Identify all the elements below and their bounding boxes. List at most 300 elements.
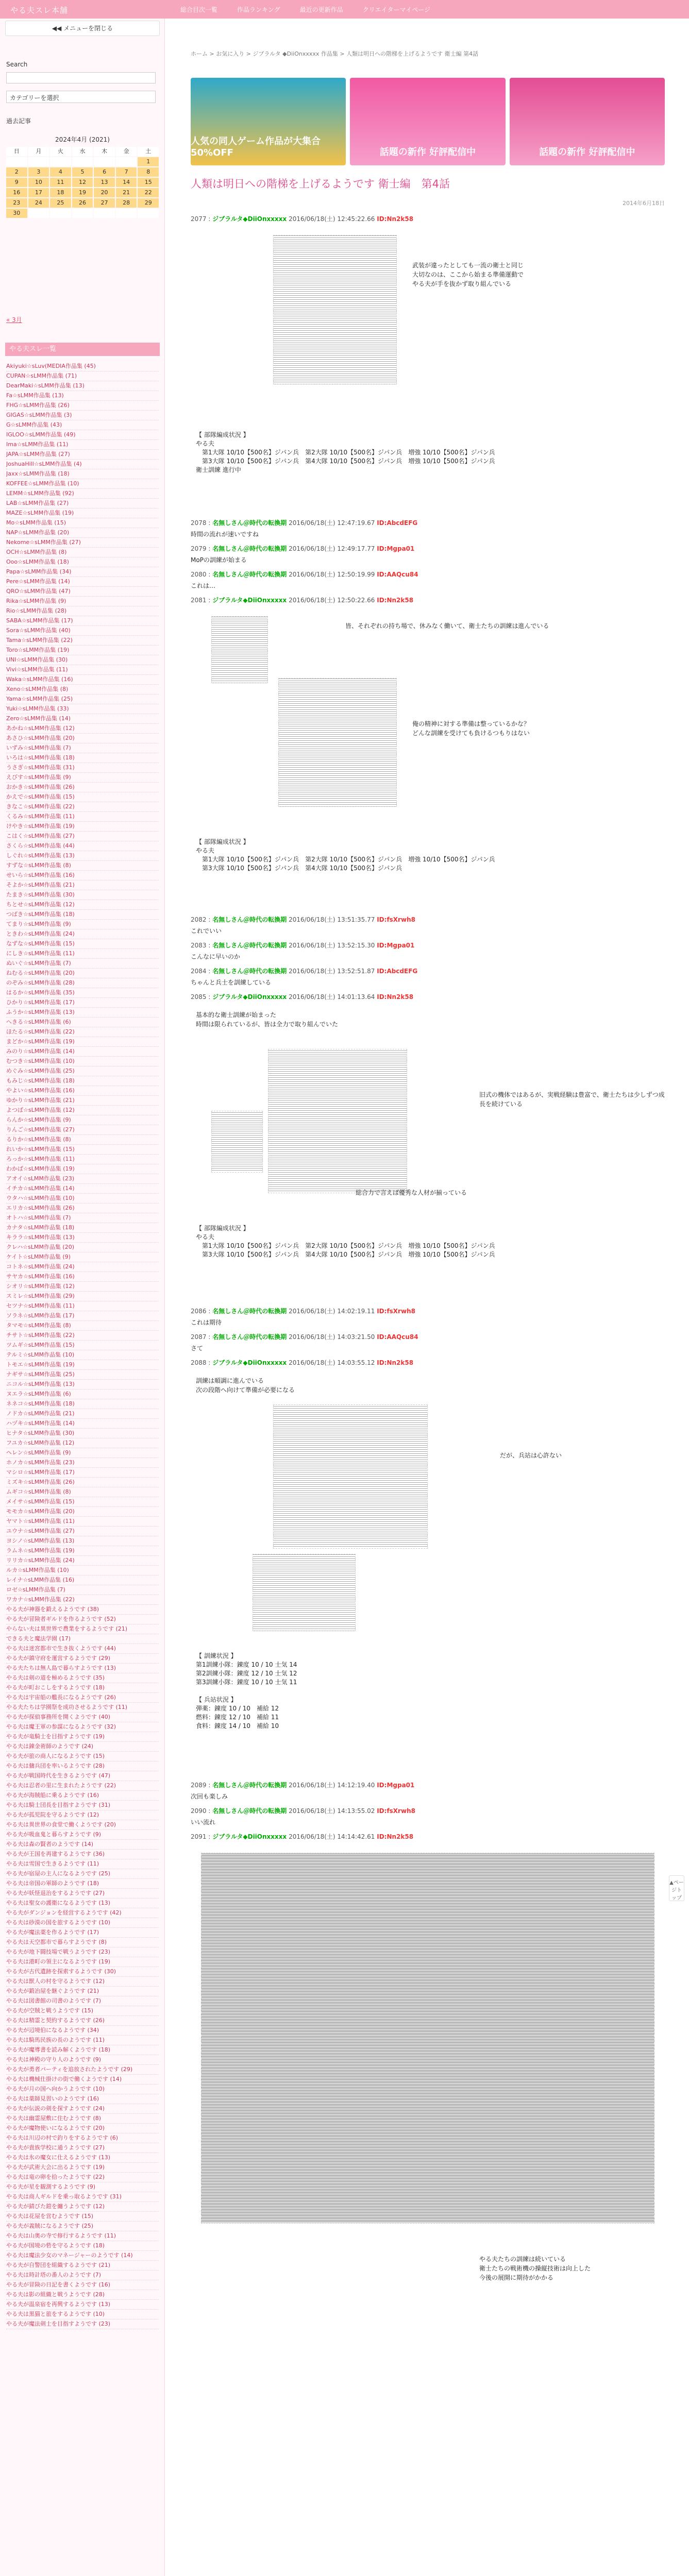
- series-list-item[interactable]: やる夫は氷の魔女に仕えるようです (13): [6, 2153, 159, 2163]
- series-list-item[interactable]: Tama☆sLMM作品集 (22): [6, 636, 159, 646]
- series-list-item[interactable]: へきる☆sLMM作品集 (6): [6, 1018, 159, 1027]
- series-list-item[interactable]: Nekome☆sLMM作品集 (27): [6, 538, 159, 548]
- series-list-item[interactable]: チサト☆sLMM作品集 (22): [6, 1331, 159, 1341]
- ascii-art: [201, 1853, 654, 2224]
- calendar-day[interactable]: 24: [28, 198, 49, 208]
- series-list-item[interactable]: やる夫が自警団を組織するようです (21): [6, 2261, 159, 2270]
- series-list-item[interactable]: やる夫が冒険者ギルドを作るようです (52): [6, 1615, 159, 1624]
- series-list-item[interactable]: ロゼ☆sLMM作品集 (7): [6, 1585, 159, 1595]
- series-list-item[interactable]: やる夫が魔法剣士を目指すようです (23): [6, 2319, 159, 2329]
- series-list-item[interactable]: Rio☆sLMM作品集 (28): [6, 606, 159, 616]
- series-list-item[interactable]: Ooo☆sLMM作品集 (18): [6, 557, 159, 567]
- series-list-item[interactable]: Fa☆sLMM作品集 (13): [6, 391, 159, 401]
- series-list-item[interactable]: Mo☆sLMM作品集 (15): [6, 518, 159, 528]
- calendar-day[interactable]: 8: [138, 167, 159, 177]
- series-list-item[interactable]: ヤマト☆sLMM作品集 (11): [6, 1517, 159, 1527]
- series-list-item[interactable]: Yama☆sLMM作品集 (25): [6, 694, 159, 704]
- series-list-item[interactable]: やる夫が鎮守府を運営するようです (29): [6, 1654, 159, 1664]
- series-list-item[interactable]: やる夫は騎馬民族の長のようです (11): [6, 2036, 159, 2045]
- series-list-item[interactable]: ときわ☆sLMM作品集 (24): [6, 929, 159, 939]
- series-list-item[interactable]: やる夫が町おこしをするようです (18): [6, 1683, 159, 1693]
- series-list-item[interactable]: あさひ☆sLMM作品集 (20): [6, 734, 159, 743]
- calendar-day[interactable]: 5: [72, 167, 93, 177]
- series-list-item[interactable]: オトハ☆sLMM作品集 (7): [6, 1213, 159, 1223]
- post: 2081 : ジブラルタ◆DiiOnxxxxx 2016/06/18(土) 12:50:22.66 ID:Nn2k58: [191, 597, 414, 604]
- series-list-item[interactable]: メイサ☆sLMM作品集 (15): [6, 1497, 159, 1507]
- series-list-title: やる夫スレ一覧: [5, 343, 160, 356]
- series-list-item[interactable]: マシロ☆sLMM作品集 (17): [6, 1468, 159, 1478]
- series-list-item[interactable]: ふうか☆sLMM作品集 (13): [6, 1008, 159, 1018]
- series-list-item[interactable]: Rika☆sLMM作品集 (9): [6, 597, 159, 606]
- series-list-item[interactable]: やる夫は商人ギルドを乗っ取るようです (31): [6, 2192, 159, 2202]
- series-list-item[interactable]: やる夫は異世界の食堂で働くようです (20): [6, 1820, 159, 1830]
- post: 2080 : 名無しさん＠時代の転換期 2016/06/18(土) 12:50:19.99 ID:AAQcu84 これは…: [191, 571, 418, 589]
- series-list-item[interactable]: やる夫が竜騎士を目指すようです (19): [6, 1732, 159, 1742]
- series-list-item[interactable]: わかば☆sLMM作品集 (19): [6, 1164, 159, 1174]
- close-menu-button[interactable]: ◀◀ メニューを閉じる: [5, 21, 160, 36]
- search-label: Search: [6, 61, 28, 68]
- calendar-day: [94, 209, 115, 218]
- series-list-item[interactable]: トモエ☆sLMM作品集 (19): [6, 1360, 159, 1370]
- series-list-item[interactable]: エリカ☆sLMM作品集 (26): [6, 1204, 159, 1213]
- search-input[interactable]: [6, 72, 156, 83]
- series-list-item[interactable]: やる夫は神殿の守り人のようです (9): [6, 2055, 159, 2065]
- narration-text: やる夫たちの訓練は続いている 衛士たちの戦術機の操縦技術は向上した 今後の展開に期待がかかる: [479, 2256, 591, 2281]
- calendar-day: 日: [6, 147, 27, 156]
- calendar-day: [116, 157, 137, 166]
- series-list-item[interactable]: やる夫は聖女の護衛になるようです (13): [6, 1899, 159, 1908]
- series-list-item[interactable]: やる夫は錬金術師のようです (24): [6, 1742, 159, 1752]
- series-list-item[interactable]: コトネ☆sLMM作品集 (24): [6, 1262, 159, 1272]
- series-list-item[interactable]: むつき☆sLMM作品集 (10): [6, 1057, 159, 1066]
- post: 2087 : 名無しさん＠時代の転換期 2016/06/18(土) 14:03:21.50 ID:AAQcu84 さて: [191, 1333, 418, 1352]
- series-list-item[interactable]: やる夫が王国を再建するようです (36): [6, 1850, 159, 1859]
- series-list-item[interactable]: DearMaki☆sLMM作品集 (13): [6, 381, 159, 391]
- calendar-day[interactable]: 28: [116, 198, 137, 208]
- series-list-item[interactable]: いろは☆sLMM作品集 (18): [6, 753, 159, 763]
- calendar-day[interactable]: 20: [94, 188, 115, 197]
- series-list-item[interactable]: やる夫が戦国時代を生きるようです (47): [6, 1771, 159, 1781]
- series-list-item[interactable]: やる夫は宇宙船の艦長になるようです (26): [6, 1693, 159, 1703]
- series-list-item[interactable]: やる夫が孤児院を守るようです (12): [6, 1810, 159, 1820]
- series-list-item[interactable]: やる夫は傭兵団を率いるようです (28): [6, 1761, 159, 1771]
- series-list-item[interactable]: Waka☆sLMM作品集 (16): [6, 675, 159, 685]
- series-list-item[interactable]: できる夫と魔法学園 (17): [6, 1634, 159, 1644]
- series-list-item[interactable]: やる夫たちは学園祭を成功させるようです (11): [6, 1703, 159, 1713]
- series-list-item[interactable]: きなこ☆sLMM作品集 (22): [6, 802, 159, 812]
- series-list-item[interactable]: やる夫は騎士団長を目指すようです (31): [6, 1801, 159, 1810]
- calendar-day: 金: [116, 147, 137, 156]
- calendar-day: 水: [72, 147, 93, 156]
- series-list-item[interactable]: ネネコ☆sLMM作品集 (18): [6, 1399, 159, 1409]
- calendar-day[interactable]: 17: [28, 188, 49, 197]
- series-list-item[interactable]: やる夫が魔法薬を作るようです (17): [6, 1928, 159, 1938]
- series-list-item[interactable]: やる夫は剣の道を極めるようです (35): [6, 1673, 159, 1683]
- series-list-item[interactable]: やる夫は獣人の村を守るようです (12): [6, 1977, 159, 1987]
- series-list-item[interactable]: やる夫が温泉宿を再興するようです (13): [6, 2300, 159, 2310]
- series-list-item[interactable]: めぐみ☆sLMM作品集 (25): [6, 1066, 159, 1076]
- series-list-item[interactable]: やらない夫は異世界で農業をするようです (21): [6, 1624, 159, 1634]
- calendar-day[interactable]: 25: [50, 198, 71, 208]
- series-list-item[interactable]: やる夫は魔法少女のマネージャーのようです (14): [6, 2251, 159, 2261]
- series-list-item[interactable]: レイナ☆sLMM作品集 (16): [6, 1575, 159, 1585]
- series-list-item[interactable]: Yuki☆sLMM作品集 (33): [6, 704, 159, 714]
- series-list-item[interactable]: やる夫は竜の卵を拾ったようです (22): [6, 2173, 159, 2182]
- series-list-item[interactable]: やる夫は砂漠の国を旅するようです (10): [6, 1918, 159, 1928]
- series-list-item[interactable]: いずみ☆sLMM作品集 (7): [6, 743, 159, 753]
- series-list-item[interactable]: やる夫が魔物使いになるようです (20): [6, 2124, 159, 2133]
- series-list-item[interactable]: てまり☆sLMM作品集 (9): [6, 920, 159, 929]
- series-list-item[interactable]: やる夫が地下闘技場で戦うようです (23): [6, 1947, 159, 1957]
- calendar-day: 月: [28, 147, 49, 156]
- narration-text: 皆、それぞれの持ち場で、休みなく働いて、衛士たちの訓練は進んでいる: [345, 622, 549, 630]
- calendar-day: [138, 209, 159, 218]
- page-top-button[interactable]: ▲ページトップ: [669, 1875, 684, 1901]
- series-list-item[interactable]: やる夫は港町の領主になるようです (19): [6, 1957, 159, 1967]
- calendar-day[interactable]: 1: [138, 157, 159, 166]
- series-list-item[interactable]: やる夫が古代遺跡を探索するようです (30): [6, 1967, 159, 1977]
- series-list-item[interactable]: けやき☆sLMM作品集 (19): [6, 822, 159, 832]
- series-list-item[interactable]: ノドカ☆sLMM作品集 (21): [6, 1409, 159, 1419]
- post: 2085 : ジブラルタ◆DiiOnxxxxx 2016/06/18(土) 14:01:13.64 ID:Nn2k58: [191, 993, 414, 1001]
- series-list-item[interactable]: Toro☆sLMM作品集 (19): [6, 646, 159, 655]
- nav-item-mypage[interactable]: クリエイターマイページ: [362, 6, 430, 13]
- series-list-item[interactable]: やる夫が空賊と戦うようです (15): [6, 2006, 159, 2016]
- series-list-item[interactable]: やる夫は黒猫と旅をするようです (10): [6, 2310, 159, 2319]
- series-list-item[interactable]: ひかり☆sLMM作品集 (17): [6, 998, 159, 1008]
- calendar-day: 木: [94, 147, 115, 156]
- post: 2079 : 名無しさん＠時代の転換期 2016/06/18(土) 12:49:17.77 ID:Mgpa01 MoPの訓練が始まる: [191, 545, 415, 564]
- series-list-item[interactable]: やる夫が旅の商人になるようです (15): [6, 1752, 159, 1761]
- series-list-item[interactable]: Pere☆sLMM作品集 (14): [6, 577, 159, 587]
- series-list-item[interactable]: らんか☆sLMM作品集 (9): [6, 1115, 159, 1125]
- series-list-item[interactable]: やる夫が勇者パーティを追放されたようです (29): [6, 2065, 159, 2075]
- series-list-item[interactable]: せいら☆sLMM作品集 (16): [6, 871, 159, 880]
- series-list-item[interactable]: みのり☆sLMM作品集 (14): [6, 1047, 159, 1057]
- series-list-item[interactable]: やる夫が宿屋の主人になるようです (25): [6, 1869, 159, 1879]
- series-list-item[interactable]: Akiyuki☆sLuv(MEDIA作品集 (45): [6, 362, 159, 371]
- series-list-item[interactable]: やる夫は忍者の里に生まれたようです (22): [6, 1781, 159, 1791]
- series-list-item[interactable]: ねむる☆sLMM作品集 (20): [6, 969, 159, 978]
- ad-banner[interactable]: 話題の新作 好評配信中: [350, 78, 505, 165]
- series-list-item[interactable]: やる夫が武術大会に出るようです (19): [6, 2163, 159, 2173]
- series-list-item[interactable]: あかね☆sLMM作品集 (12): [6, 724, 159, 734]
- calendar-day: [72, 209, 93, 218]
- ascii-art: [273, 1404, 428, 1549]
- site-name[interactable]: やる夫スレ本舗: [10, 6, 69, 15]
- status-block: 【 部隊編成状況 】 やる夫 第1大隊 10/10【500名】ジパン兵 第2大隊 10/10【500名】ジパン兵 増強 10/10【500名】ジパン兵 第3大隊 10/10【500名】ジパン兵 第4大隊 10/10【500名】ジパン兵 増強 10/10【500名】ジパン兵: [196, 1225, 495, 1258]
- calendar-day: [50, 157, 71, 166]
- calendar-day[interactable]: 6: [94, 167, 115, 177]
- series-list-item[interactable]: やる夫たちは無人島で暮らすようです (13): [6, 1664, 159, 1673]
- series-list-item[interactable]: やる夫が義賊になるようです (25): [6, 2222, 159, 2231]
- ascii-art: [211, 616, 268, 683]
- series-list-item[interactable]: ゆかり☆sLMM作品集 (21): [6, 1096, 159, 1106]
- calendar-day[interactable]: 23: [6, 198, 27, 208]
- ascii-art: [268, 1049, 407, 1193]
- calendar-day[interactable]: 4: [50, 167, 71, 177]
- series-list-item[interactable]: セツナ☆sLMM作品集 (11): [6, 1301, 159, 1311]
- series-list-item[interactable]: KOFFEE☆sLMM作品集 (10): [6, 479, 159, 489]
- series-list-item[interactable]: ニコル☆sLMM作品集 (13): [6, 1380, 159, 1389]
- series-list-item[interactable]: MAZE☆sLMM作品集 (19): [6, 509, 159, 518]
- series-list-item[interactable]: もみじ☆sLMM作品集 (18): [6, 1076, 159, 1086]
- calendar-day[interactable]: 18: [50, 188, 71, 197]
- ascii-art: [253, 1554, 356, 1631]
- post: 2083 : 名無しさん＠時代の転換期 2016/06/18(土) 13:52:15.30 ID:Mgpa01 こんなに早いのか: [191, 942, 415, 960]
- series-list-item[interactable]: やる夫は図書館の司書のようです (7): [6, 1996, 159, 2006]
- series-list-item[interactable]: こはく☆sLMM作品集 (27): [6, 832, 159, 841]
- category-select[interactable]: カテゴリーを選択: [6, 91, 156, 103]
- series-list-item[interactable]: ムギコ☆sLMM作品集 (8): [6, 1487, 159, 1497]
- series-list-item[interactable]: LAB☆sLMM作品集 (27): [6, 499, 159, 509]
- series-list-item[interactable]: やる夫は帝国の軍師のようです (18): [6, 1879, 159, 1889]
- series-list-item[interactable]: やる夫は迷宮都市で生き抜くようです (44): [6, 1644, 159, 1654]
- series-list-item[interactable]: UNI☆sLMM作品集 (30): [6, 655, 159, 665]
- archive-label: 過去記事: [6, 117, 31, 125]
- series-list-item[interactable]: はるか☆sLMM作品集 (35): [6, 988, 159, 998]
- series-list-item[interactable]: やる夫が妖怪退治をするようです (27): [6, 1889, 159, 1899]
- series-list-item[interactable]: SABA☆sLMM作品集 (17): [6, 616, 159, 626]
- calendar-day[interactable]: 19: [72, 188, 93, 197]
- series-list-item[interactable]: つばき☆sLMM作品集 (18): [6, 910, 159, 920]
- calendar-day[interactable]: 27: [94, 198, 115, 208]
- series-list-item[interactable]: Jaxx☆sLMM作品集 (18): [6, 469, 159, 479]
- series-list-item[interactable]: イチカ☆sLMM作品集 (14): [6, 1184, 159, 1194]
- series-list-item[interactable]: やる夫が吸血鬼と暮らすようです (9): [6, 1830, 159, 1840]
- ascii-art: [273, 235, 397, 384]
- series-list-item[interactable]: りんご☆sLMM作品集 (27): [6, 1125, 159, 1135]
- series-list-item[interactable]: やる夫は影の組織と戦うようです (28): [6, 2290, 159, 2300]
- series-list-item[interactable]: リリカ☆sLMM作品集 (24): [6, 1556, 159, 1566]
- series-list-item[interactable]: カナタ☆sLMM作品集 (18): [6, 1223, 159, 1233]
- post: 2086 : 名無しさん＠時代の転換期 2016/06/18(土) 14:02:19.11 ID:fsXrwh8 これは期待: [191, 1308, 415, 1326]
- calendar-day: [116, 209, 137, 218]
- narration-text: 旧式の機体ではあるが、実戦経験は豊富で、衛士たちは少しずつ成長を続けている: [479, 1091, 665, 1108]
- series-list-item[interactable]: クレハ☆sLMM作品集 (20): [6, 1243, 159, 1252]
- series-list-item[interactable]: ツムギ☆sLMM作品集 (15): [6, 1341, 159, 1350]
- series-list-item[interactable]: よつば☆sLMM作品集 (12): [6, 1106, 159, 1115]
- series-list-item[interactable]: やる夫がダンジョンを経営するようです (42): [6, 1908, 159, 1918]
- series-list-item[interactable]: しぐれ☆sLMM作品集 (13): [6, 851, 159, 861]
- series-list-item[interactable]: アオイ☆sLMM作品集 (23): [6, 1174, 159, 1184]
- series-list-item[interactable]: LEMM☆sLMM作品集 (92): [6, 489, 159, 499]
- series-list-item[interactable]: やる夫は天空都市で暮らすようです (8): [6, 1938, 159, 1947]
- post: 2077 : ジブラルタ◆DiiOnxxxxx 2016/06/18(土) 12:45:22.66 ID:Nn2k58: [191, 215, 414, 223]
- series-list-item[interactable]: ウタハ☆sLMM作品集 (10): [6, 1194, 159, 1204]
- status-block: 【 部隊編成状況 】 やる夫 第1大隊 10/10【500名】ジパン兵 第2大隊 10/10【500名】ジパン兵 増強 10/10【500名】ジパン兵 第3大隊 10/10【500名】ジパン兵 第4大隊 10/10【500名】ジパン兵 増強 10/10【500名】ジパン兵 衛士訓練 進行中: [196, 431, 495, 473]
- series-list-item[interactable]: ホノカ☆sLMM作品集 (23): [6, 1458, 159, 1468]
- series-list-item[interactable]: ほたる☆sLMM作品集 (22): [6, 1027, 159, 1037]
- series-list-item[interactable]: れいか☆sLMM作品集 (15): [6, 1145, 159, 1155]
- series-list-item[interactable]: OCH☆sLMM作品集 (8): [6, 548, 159, 557]
- series-list-item[interactable]: タマモ☆sLMM作品集 (8): [6, 1321, 159, 1331]
- series-list-item[interactable]: ちとせ☆sLMM作品集 (12): [6, 900, 159, 910]
- series-list-item[interactable]: Zero☆sLMM作品集 (14): [6, 714, 159, 724]
- series-list-item[interactable]: やる夫は時計塔の番人のようです (7): [6, 2270, 159, 2280]
- series-list-item[interactable]: キララ☆sLMM作品集 (13): [6, 1233, 159, 1243]
- calendar-day: [6, 157, 27, 166]
- series-list-item[interactable]: えびす☆sLMM作品集 (9): [6, 773, 159, 783]
- ad-banners: [191, 78, 665, 165]
- calendar-day[interactable]: 16: [6, 188, 27, 197]
- post: 2089 : 名無しさん＠時代の転換期 2016/06/18(土) 14:12:19.40 ID:Mgpa01 次回も楽しみ: [191, 1782, 415, 1800]
- series-list-item[interactable]: やる夫が国境の砦を守るようです (18): [6, 2241, 159, 2251]
- calendar-grid: [6, 147, 159, 218]
- series-list-item[interactable]: やる夫が海賊船に乗るようです (16): [6, 1791, 159, 1801]
- series-list-item[interactable]: やる夫が貴族学校に通うようです (27): [6, 2143, 159, 2153]
- series-list-item[interactable]: Sora☆sLMM作品集 (40): [6, 626, 159, 636]
- calendar-day[interactable]: 26: [72, 198, 93, 208]
- calendar-day: [28, 157, 49, 166]
- calendar-day[interactable]: 22: [138, 188, 159, 197]
- series-list-item[interactable]: うさぎ☆sLMM作品集 (31): [6, 763, 159, 773]
- calendar-day[interactable]: 12: [72, 178, 93, 187]
- series-list-item[interactable]: やる夫は機械仕掛けの街で働くようです (14): [6, 2075, 159, 2084]
- post-date: 2014年6月18日: [623, 200, 665, 207]
- series-list-item[interactable]: ソラネ☆sLMM作品集 (17): [6, 1311, 159, 1321]
- series-list-item[interactable]: のぞみ☆sLMM作品集 (28): [6, 978, 159, 988]
- nav-item-recent[interactable]: 最近の更新作品: [299, 6, 343, 13]
- series-list-item[interactable]: さくら☆sLMM作品集 (44): [6, 841, 159, 851]
- series-list-item[interactable]: NAP☆sLMM作品集 (20): [6, 528, 159, 538]
- calendar-day[interactable]: 14: [116, 178, 137, 187]
- series-list-item[interactable]: やる夫は花屋を営むようです (15): [6, 2212, 159, 2222]
- series-list-item[interactable]: やる夫は山奥の寺で修行するようです (11): [6, 2231, 159, 2241]
- calendar-day[interactable]: 13: [94, 178, 115, 187]
- series-list-item[interactable]: ハヅキ☆sLMM作品集 (14): [6, 1419, 159, 1429]
- series-list-item[interactable]: シオリ☆sLMM作品集 (12): [6, 1282, 159, 1292]
- series-list-item[interactable]: Vivi☆sLMM作品集 (11): [6, 665, 159, 675]
- calendar: [6, 135, 159, 218]
- series-list-item[interactable]: おかき☆sLMM作品集 (26): [6, 783, 159, 792]
- series-list-item[interactable]: やる夫が鍛冶屋を継ぐようです (21): [6, 1987, 159, 1996]
- series-list-item[interactable]: サヤカ☆sLMM作品集 (16): [6, 1272, 159, 1282]
- series-list-item[interactable]: かえで☆sLMM作品集 (15): [6, 792, 159, 802]
- series-list-item[interactable]: QRO☆sLMM作品集 (47): [6, 587, 159, 597]
- series-list-item[interactable]: やる夫は森の賢者のようです (14): [6, 1840, 159, 1850]
- series-list-item[interactable]: やる夫は薬師見習いのようです (16): [6, 2094, 159, 2104]
- post: 2090 : 名無しさん＠時代の転換期 2016/06/18(土) 14:13:55.02 ID:fsXrwh8 いい流れ: [191, 1807, 415, 1826]
- calendar-day[interactable]: 15: [138, 178, 159, 187]
- series-list-item[interactable]: すずな☆sLMM作品集 (8): [6, 861, 159, 871]
- series-list-item[interactable]: ルカ☆sLMM作品集 (10): [6, 1566, 159, 1575]
- series-list-item[interactable]: IGLOO☆sLMM作品集 (49): [6, 430, 159, 440]
- series-list-item[interactable]: ヌエラ☆sLMM作品集 (6): [6, 1389, 159, 1399]
- status-block: 【 部隊編成状況 】 やる夫 第1大隊 10/10【500名】ジパン兵 第2大隊 10/10【500名】ジパン兵 増強 10/10【500名】ジパン兵 第3大隊 10/10【500名】ジパン兵 第4大隊 10/10【500名】ジパン兵: [196, 838, 495, 872]
- calendar-day[interactable]: 30: [6, 209, 27, 218]
- calendar-day[interactable]: 11: [50, 178, 71, 187]
- post: 2091 : ジブラルタ◆DiiOnxxxxx 2016/06/18(土) 14:14:42.61 ID:Nn2k58: [191, 1833, 414, 1840]
- series-list-item[interactable]: やる夫が月の国へ向かうようです (10): [6, 2084, 159, 2094]
- series-list-item[interactable]: ラムネ☆sLMM作品集 (19): [6, 1546, 159, 1556]
- series-list-item[interactable]: やる夫が星を観測するようです (9): [6, 2182, 159, 2192]
- calendar-day: [72, 157, 93, 166]
- series-list-item[interactable]: やる夫は川辺の村で釣りをするようです (6): [6, 2133, 159, 2143]
- series-list-item[interactable]: Xeno☆sLMM作品集 (8): [6, 685, 159, 694]
- series-list-item[interactable]: やる夫が探偵事務所を開くようです (40): [6, 1713, 159, 1722]
- article-body: [191, 214, 665, 2576]
- series-list-item[interactable]: GIGAS☆sLMM作品集 (3): [6, 411, 159, 420]
- post: 2082 : 名無しさん＠時代の転換期 2016/06/18(土) 13:51:35.77 ID:fsXrwh8 これでいい: [191, 916, 415, 935]
- series-list-item[interactable]: そよか☆sLMM作品集 (21): [6, 880, 159, 890]
- series-list-item[interactable]: JAPA☆sLMM作品集 (27): [6, 450, 159, 460]
- calendar-day[interactable]: 10: [28, 178, 49, 187]
- calendar-day: [28, 209, 49, 218]
- series-list-item[interactable]: CUPAN☆sLMM作品集 (71): [6, 371, 159, 381]
- series-list-item[interactable]: G☆sLMM作品集 (43): [6, 420, 159, 430]
- nav-item-ranking[interactable]: 作品ランキング: [237, 6, 280, 13]
- series-list-item[interactable]: やる夫が伝説の剣を探すようです (24): [6, 2104, 159, 2114]
- ad-banner[interactable]: 話題の新作 好評配信中: [510, 78, 665, 165]
- series-list-item[interactable]: ぬいぐ☆sLMM作品集 (7): [6, 959, 159, 969]
- series-list-item[interactable]: やる夫が辺境伯になるようです (34): [6, 2026, 159, 2036]
- series-list-item[interactable]: Ima☆sLMM作品集 (11): [6, 440, 159, 450]
- breadcrumb[interactable]: ホーム > お気に入り > ジブラルタ ◆DiiOnxxxxx 作品集 > 人類は明日への階梯を上げるようです 衛士編 第4話: [191, 50, 479, 57]
- series-list-item[interactable]: フユカ☆sLMM作品集 (12): [6, 1438, 159, 1448]
- series-list-item[interactable]: やる夫は精霊と契約するようです (26): [6, 2016, 159, 2026]
- calendar-day[interactable]: 21: [116, 188, 137, 197]
- series-list-item[interactable]: やる夫は雪国で生きるようです (11): [6, 1859, 159, 1869]
- series-list-item[interactable]: やる夫が錆びた鎧を纏うようです (12): [6, 2202, 159, 2212]
- series-list-item[interactable]: やる夫は幽霊屋敷に住むようです (8): [6, 2114, 159, 2124]
- series-list-item[interactable]: テルミ☆sLMM作品集 (10): [6, 1350, 159, 1360]
- series-list-item[interactable]: なずな☆sLMM作品集 (15): [6, 939, 159, 949]
- nav-item-index[interactable]: 総合目次一覧: [180, 6, 218, 13]
- calendar-day[interactable]: 2: [6, 167, 27, 177]
- post: 2084 : 名無しさん＠時代の転換期 2016/06/18(土) 13:52:51.87 ID:AbcdEFG ちゃんと兵士を訓練している: [191, 968, 418, 986]
- series-list-item[interactable]: やる夫が神器を鍛えるようです (38): [6, 1605, 159, 1615]
- series-list-item[interactable]: ヘレン☆sLMM作品集 (9): [6, 1448, 159, 1458]
- series-list-item[interactable]: ろっか☆sLMM作品集 (11): [6, 1155, 159, 1164]
- series-list-item[interactable]: ナギサ☆sLMM作品集 (25): [6, 1370, 159, 1380]
- calendar-day[interactable]: 3: [28, 167, 49, 177]
- series-list-item[interactable]: たまき☆sLMM作品集 (30): [6, 890, 159, 900]
- post: 2078 : 名無しさん＠時代の転換期 2016/06/18(土) 12:47:19.67 ID:AbcdEFG 時間の流れが速いですね: [191, 519, 418, 538]
- series-list-item[interactable]: ワカナ☆sLMM作品集 (22): [6, 1595, 159, 1605]
- ascii-art: [278, 678, 397, 807]
- status-block: 【 訓練状況 】 第1訓練小隊：錬度 10 / 10 士気 14 第2訓練小隊：錬度 12 / 10 士気 12 第3訓練小隊：錬度 10 / 10 士気 11 【 兵站状況 】 弾薬：錬度 10 / 10 補給 12 燃料：錬度 12 / 10 補給 11 食料：錬度 14 / 10 補給 10: [196, 1652, 297, 1730]
- series-list-item[interactable]: ヒナタ☆sLMM作品集 (30): [6, 1429, 159, 1438]
- narration-text: 基本的な衛士訓練が始まった 時間は限られているが、皆は全力で取り組んでいた: [196, 1011, 339, 1028]
- calendar-day[interactable]: 29: [138, 198, 159, 208]
- calendar-day[interactable]: 9: [6, 178, 27, 187]
- calendar-day: 土: [138, 147, 159, 156]
- series-list-item[interactable]: ユウナ☆sLMM作品集 (27): [6, 1527, 159, 1536]
- series-list-item[interactable]: くるみ☆sLMM作品集 (11): [6, 812, 159, 822]
- series-list-item[interactable]: やよい☆sLMM作品集 (16): [6, 1086, 159, 1096]
- series-list-item[interactable]: ヨシノ☆sLMM作品集 (13): [6, 1536, 159, 1546]
- calendar-prev-month-link[interactable]: « 3月: [6, 316, 22, 324]
- series-list-item[interactable]: るりか☆sLMM作品集 (8): [6, 1135, 159, 1145]
- series-list-item[interactable]: FHG☆sLMM作品集 (26): [6, 401, 159, 411]
- series-list-item[interactable]: やる夫は魔王軍の参謀になるようです (32): [6, 1722, 159, 1732]
- series-list-item[interactable]: ミズキ☆sLMM作品集 (26): [6, 1478, 159, 1487]
- ad-banner[interactable]: 人気の同人ゲーム作品が大集合 50%OFF: [191, 78, 346, 165]
- series-list-item[interactable]: まどか☆sLMM作品集 (19): [6, 1037, 159, 1047]
- series-list-item[interactable]: やる夫が魔導書を読み解くようです (18): [6, 2045, 159, 2055]
- calendar-day[interactable]: 7: [116, 167, 137, 177]
- calendar-day: [94, 157, 115, 166]
- series-list-item[interactable]: モモカ☆sLMM作品集 (20): [6, 1507, 159, 1517]
- series-list-item[interactable]: やる夫が冒険の日記を書くようです (16): [6, 2280, 159, 2290]
- ascii-art: [211, 1111, 263, 1173]
- series-list-item[interactable]: Papa☆sLMM作品集 (34): [6, 567, 159, 577]
- series-list-item[interactable]: ケイト☆sLMM作品集 (9): [6, 1252, 159, 1262]
- series-list-item[interactable]: にしき☆sLMM作品集 (11): [6, 949, 159, 959]
- series-list-item[interactable]: JoshuaHill☆sLMM作品集 (4): [6, 460, 159, 469]
- series-list-item[interactable]: スミレ☆sLMM作品集 (29): [6, 1292, 159, 1301]
